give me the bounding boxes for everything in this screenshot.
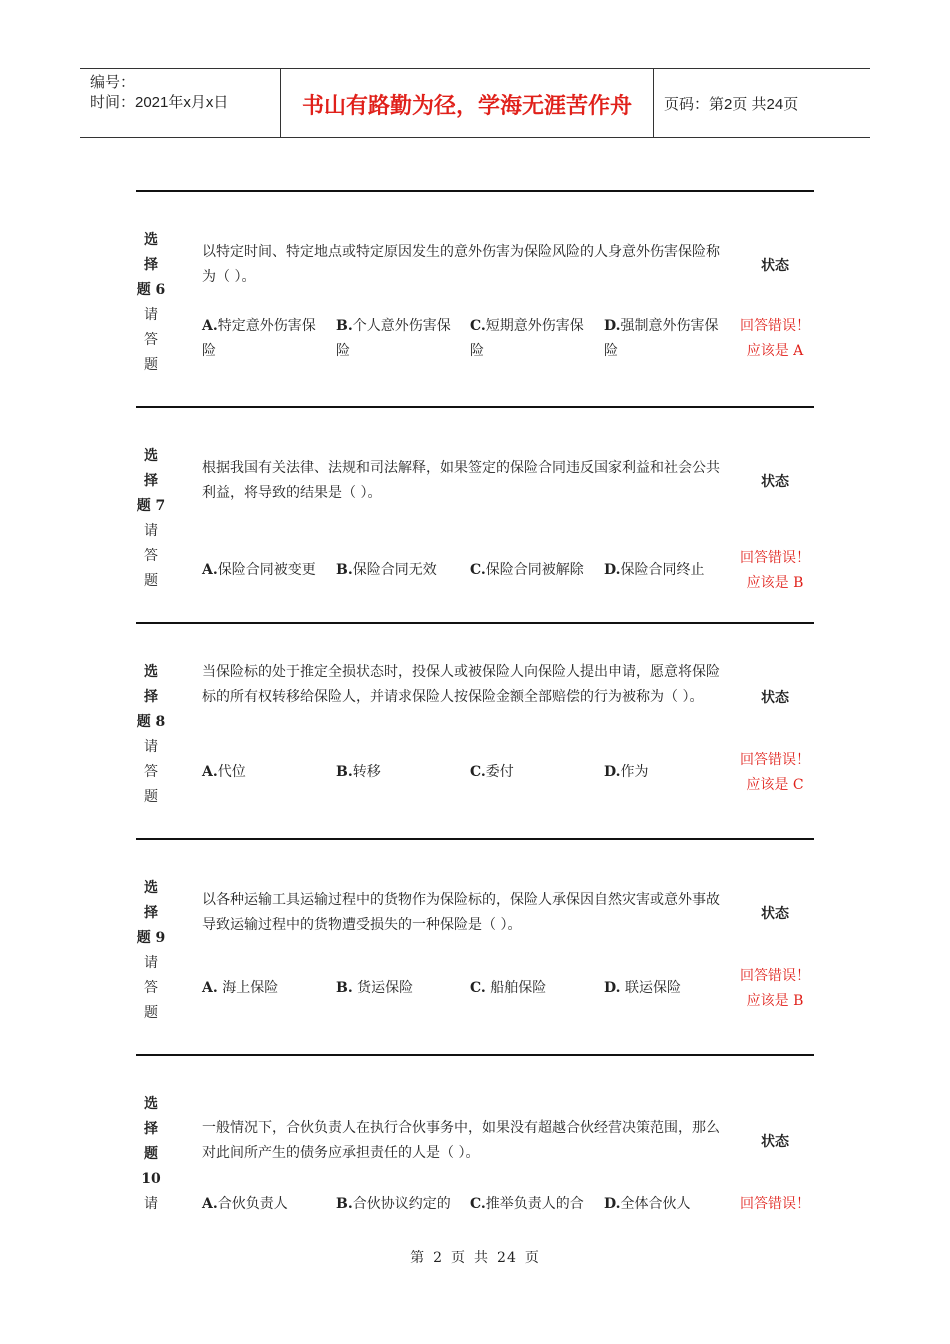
option-letter: B. <box>336 764 353 780</box>
option-text: 强制意外伤害保险 <box>604 318 719 359</box>
option-text: 委付 <box>485 764 514 780</box>
answer-option[interactable] <box>604 1192 724 1217</box>
question-label-bold: 择 <box>144 905 158 921</box>
option-letter: D. <box>604 764 621 780</box>
motto: 书山有路勤为径，学海无涯苦作舟 <box>301 93 632 119</box>
answer-option[interactable] <box>202 314 322 364</box>
status-label: 状态 <box>761 690 789 706</box>
question-label-bold: 选 <box>144 664 158 680</box>
option-text: 海上保险 <box>217 980 279 996</box>
option-letter: D. <box>604 318 621 334</box>
answer-result <box>736 546 814 596</box>
option-letter: C. <box>470 562 486 578</box>
answer-option[interactable] <box>336 760 456 785</box>
question-label-bold: 择 <box>144 689 158 705</box>
option-text: 保险合同终止 <box>620 562 705 578</box>
option-letter: B. <box>336 562 353 578</box>
question-block <box>136 190 814 408</box>
question-label-text: 请 <box>144 955 158 971</box>
option-letter: A. <box>202 318 218 334</box>
page-header <box>80 68 870 138</box>
answer-option[interactable] <box>202 760 322 785</box>
result-wrong: 回答错误！ <box>740 1196 810 1212</box>
footer-total-pages: 24 <box>497 1250 517 1266</box>
option-letter: C. <box>470 318 486 334</box>
option-text: 转移 <box>352 764 381 780</box>
question-label <box>136 228 166 378</box>
question-label <box>136 876 166 1026</box>
footer-part: 页 <box>451 1250 467 1266</box>
option-text: 推举负责人的合 <box>485 1196 584 1212</box>
status-label: 状态 <box>761 906 789 922</box>
answer-option[interactable] <box>336 1192 456 1217</box>
answer-option[interactable] <box>470 760 590 785</box>
answer-option[interactable] <box>202 976 322 1001</box>
question-block <box>136 622 814 840</box>
option-text: 短期意外伤害保险 <box>470 318 584 359</box>
answer-option[interactable] <box>604 760 724 785</box>
answer-option[interactable] <box>202 558 322 583</box>
question-label-bold: 题 <box>144 1146 158 1162</box>
question-label-text: 题 <box>144 789 158 805</box>
option-letter: C. <box>470 1196 486 1212</box>
question-label-text: 请 <box>144 1196 158 1212</box>
question-label-text: 请 <box>144 739 158 755</box>
question-label-text: 答 <box>144 332 158 348</box>
question-text: 根据我国有关法律、法规和司法解释，如果签定的保险合同违反国家利益和社会公共利益，将导致的结果是（ ）。 <box>202 460 720 501</box>
question-label-text: 答 <box>144 764 158 780</box>
answer-option[interactable] <box>470 314 590 364</box>
header-motto-cell <box>281 69 654 137</box>
result-correct-answer: 应该是 B <box>746 993 804 1009</box>
option-text: 保险合同无效 <box>352 562 437 578</box>
footer-part: 第 <box>410 1250 426 1266</box>
question-block <box>136 838 814 1056</box>
question-label-text: 请 <box>144 307 158 323</box>
option-letter: C. <box>470 764 486 780</box>
question-label-bold: 择 <box>144 1121 158 1137</box>
question-label-text: 请 <box>144 523 158 539</box>
result-wrong: 回答错误！ <box>740 550 810 566</box>
answer-result <box>736 748 814 798</box>
header-page-cell <box>654 69 870 137</box>
option-text: 船舶保险 <box>485 980 547 996</box>
option-letter: B. <box>336 1196 353 1212</box>
answer-option[interactable] <box>336 558 456 583</box>
answer-result <box>736 1192 814 1217</box>
question-block <box>136 406 814 624</box>
option-text: 合伙协议约定的 <box>352 1196 451 1212</box>
question-label-bold: 题 9 <box>136 930 166 946</box>
result-wrong: 回答错误！ <box>740 968 810 984</box>
question-label-bold: 择 <box>144 257 158 273</box>
option-text: 个人意外伤害保险 <box>336 318 451 359</box>
option-text: 特定意外伤害保险 <box>202 318 316 359</box>
option-letter: D. <box>604 562 621 578</box>
footer-page-number: 2 <box>433 1250 444 1266</box>
question-label <box>136 660 166 810</box>
answer-option[interactable] <box>470 976 590 1001</box>
option-text: 联运保险 <box>620 980 681 996</box>
question-text: 以各种运输工具运输过程中的货物作为保险标的，保险人承保因自然灾害或意外事故导致运输过程中的货物遭受损失的一种保险是（ ）。 <box>202 892 720 933</box>
footer-part: 共 <box>474 1250 490 1266</box>
option-letter: B. <box>336 980 353 996</box>
question-label-bold: 选 <box>144 880 158 896</box>
question-label-bold: 选 <box>144 448 158 464</box>
question-text: 以特定时间、特定地点或特定原因发生的意外伤害为保险风险的人身意外伤害保险称为（ ）。 <box>202 244 720 285</box>
question-label <box>136 444 166 594</box>
question-block <box>136 1054 814 1216</box>
answer-option[interactable] <box>336 976 456 1001</box>
question-text: 当保险标的处于推定全损状态时，投保人或被保险人向保险人提出申请，愿意将保险标的所有权转移给保险人，并请求保险人按保险金额全部赔偿的行为被称为（ ）。 <box>202 664 720 705</box>
option-letter: B. <box>336 318 353 334</box>
answer-option[interactable] <box>336 314 456 364</box>
option-letter: A. <box>202 562 218 578</box>
option-text: 保险合同被解除 <box>485 562 584 578</box>
result-correct-answer: 应该是 A <box>746 343 804 359</box>
page-footer <box>0 1247 950 1267</box>
result-correct-answer: 应该是 B <box>746 575 804 591</box>
answer-option[interactable] <box>470 1192 590 1217</box>
status-label: 状态 <box>761 474 789 490</box>
option-text: 货运保险 <box>352 980 414 996</box>
question-label-bold: 题 8 <box>136 714 166 730</box>
option-text: 代位 <box>217 764 246 780</box>
question-label-bold: 题 6 <box>136 282 166 298</box>
question-label-bold: 择 <box>144 473 158 489</box>
question-label-text: 题 <box>144 357 158 373</box>
time-label: 时间：2021年x月x日 <box>90 94 229 111</box>
option-letter: C. <box>470 980 486 996</box>
question-label-text: 题 <box>144 1005 158 1021</box>
option-letter: A. <box>202 1196 218 1212</box>
option-letter: D. <box>604 1196 621 1212</box>
answer-option[interactable] <box>202 1192 322 1217</box>
question-label-text: 答 <box>144 548 158 564</box>
answer-option[interactable] <box>604 976 724 1001</box>
status-label: 状态 <box>761 258 789 274</box>
status-label: 状态 <box>761 1134 789 1150</box>
serial-label: 编号： <box>90 74 136 91</box>
option-letter: A. <box>202 980 218 996</box>
result-wrong: 回答错误！ <box>740 318 810 334</box>
question-label <box>136 1092 166 1217</box>
option-text: 保险合同被变更 <box>217 562 316 578</box>
option-text: 合伙负责人 <box>217 1196 288 1212</box>
answer-option[interactable] <box>604 558 724 583</box>
question-label-text: 答 <box>144 980 158 996</box>
question-label-text: 题 <box>144 573 158 589</box>
result-correct-answer: 应该是 C <box>746 777 804 793</box>
option-letter: A. <box>202 764 218 780</box>
option-text: 作为 <box>620 764 649 780</box>
option-text: 全体合伙人 <box>620 1196 691 1212</box>
answer-option[interactable] <box>604 314 724 364</box>
option-letter: D. <box>604 980 621 996</box>
question-label-bold: 题 7 <box>136 498 166 514</box>
question-label-bold: 选 <box>144 1096 158 1112</box>
answer-option[interactable] <box>470 558 590 583</box>
footer-part: 页 <box>524 1250 540 1266</box>
result-wrong: 回答错误！ <box>740 752 810 768</box>
question-label-bold: 选 <box>144 232 158 248</box>
answer-result <box>736 964 814 1014</box>
header-meta <box>80 69 281 137</box>
question-label-bold: 10 <box>141 1171 161 1187</box>
answer-result <box>736 314 814 364</box>
page-label: 页码：第2页 共24页 <box>664 95 799 113</box>
question-text: 一般情况下，合伙负责人在执行合伙事务中，如果没有超越合伙经营决策范围，那么对此间所产生的债务应承担责任的人是（ ）。 <box>202 1120 720 1161</box>
